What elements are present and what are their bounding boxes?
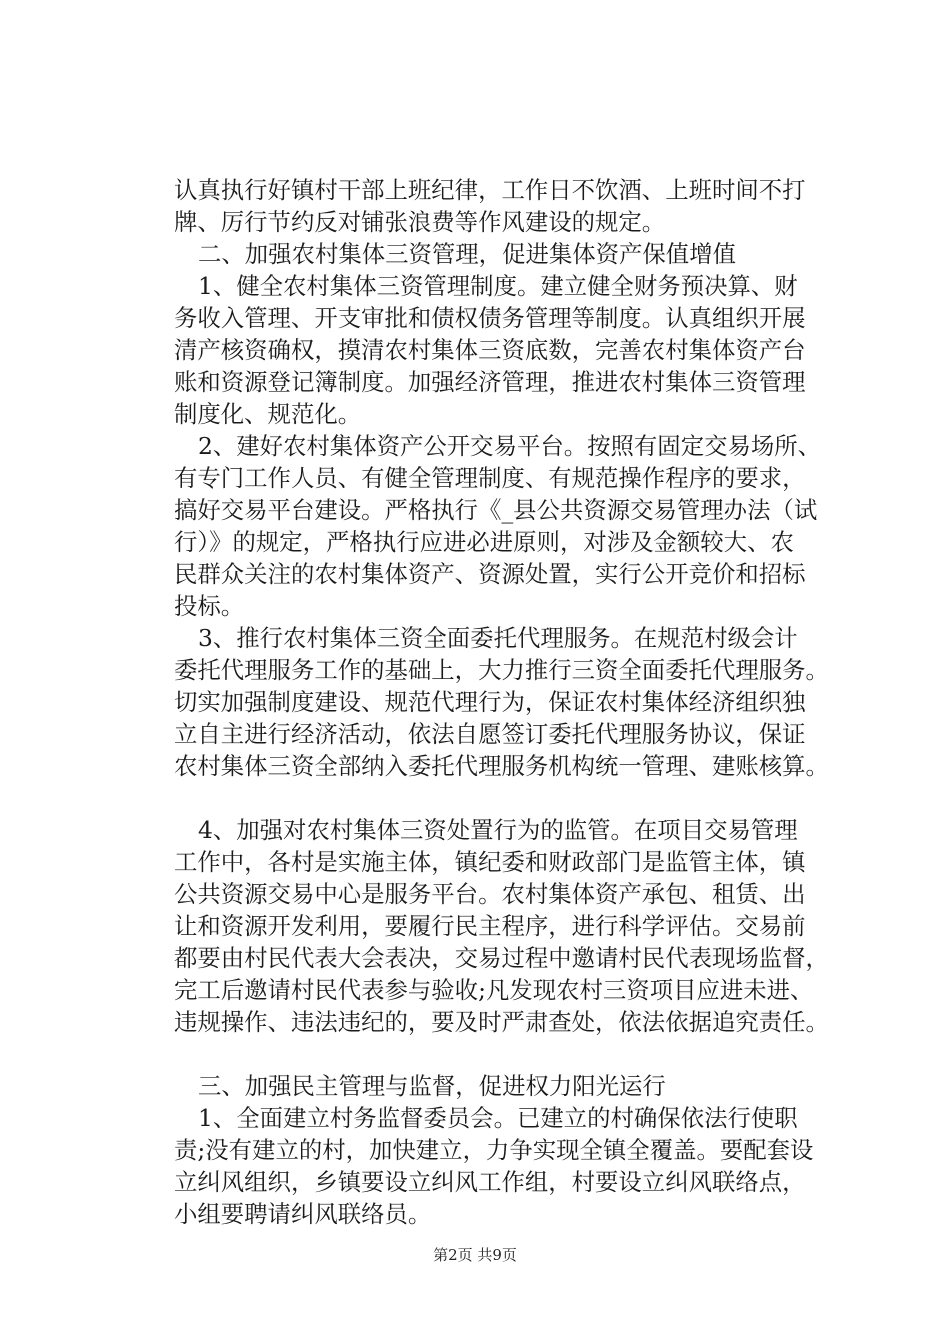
text-line: 1、健全农村集体三资管理制度。建立健全财务预决算、财: [198, 272, 798, 300]
text-line: 3、推行农村集体三资全面委托代理服务。在规范村级会计: [198, 624, 798, 652]
text-line: 立纠风组织，乡镇要设立纠风工作组，村要设立纠风联络点，: [174, 1168, 806, 1196]
text-line: 立自主进行经济活动，依法自愿签订委托代理服务协议，保证: [174, 720, 806, 748]
text-line: 牌、厉行节约反对铺张浪费等作风建设的规定。: [174, 208, 666, 236]
text-line: 认真执行好镇村干部上班纪律，工作日不饮酒、上班时间不打: [174, 176, 806, 204]
text-line: 责;没有建立的村，加快建立，力争实现全镇全覆盖。要配套设: [174, 1136, 814, 1164]
section-heading: 三、加强民主管理与监督，促进权力阳光运行: [198, 1072, 666, 1100]
text-line: 小组要聘请纠风联络员。: [174, 1200, 432, 1228]
section-heading: 二、加强农村集体三资管理，促进集体资产保值增值: [198, 240, 736, 268]
text-line: 农村集体三资全部纳入委托代理服务机构统一管理、建账核算。: [174, 752, 829, 780]
text-line: 1、全面建立村务监督委员会。已建立的村确保依法行使职: [198, 1104, 798, 1132]
text-line: 让和资源开发利用，要履行民主程序，进行科学评估。交易前: [174, 912, 806, 940]
text-line: 委托代理服务工作的基础上，大力推行三资全面委托代理服务。: [174, 656, 829, 684]
text-line: 账和资源登记簿制度。加强经济管理，推进农村集体三资管理: [174, 368, 806, 396]
page-number-footer: 第2页 共9页: [433, 1246, 517, 1264]
text-line: 投标。: [174, 592, 245, 620]
text-line: 切实加强制度建设、规范代理行为，保证农村集体经济组织独: [174, 688, 806, 716]
text-line: 都要由村民代表大会表决，交易过程中邀请村民代表现场监督，: [174, 944, 829, 972]
text-line: 公共资源交易中心是服务平台。农村集体资产承包、租赁、出: [174, 880, 806, 908]
text-line: 4、加强对农村集体三资处置行为的监管。在项目交易管理: [198, 816, 798, 844]
text-line: 制度化、规范化。: [174, 400, 362, 428]
text-line: 有专门工作人员、有健全管理制度、有规范操作程序的要求，: [174, 464, 806, 492]
text-line: 搞好交易平台建设。严格执行《_县公共资源交易管理办法（试: [174, 496, 818, 524]
text-line: 行）》的规定，严格执行应进必进原则，对涉及金额较大、农: [174, 528, 794, 556]
text-line: 务收入管理、开支审批和债权债务管理等制度。认真组织开展: [174, 304, 806, 332]
text-line: 完工后邀请村民代表参与验收;凡发现农村三资项目应进未进、: [174, 976, 814, 1004]
text-line: 违规操作、违法违纪的，要及时严肃查处，依法依据追究责任。: [174, 1008, 829, 1036]
text-line: 民群众关注的农村集体资产、资源处置，实行公开竞价和招标: [174, 560, 806, 588]
text-line: 清产核资确权，摸清农村集体三资底数，完善农村集体资产台: [174, 336, 806, 364]
text-line: 工作中，各村是实施主体，镇纪委和财政部门是监管主体，镇: [174, 848, 806, 876]
text-line: 2、建好农村集体资产公开交易平台。按照有固定交易场所、: [198, 432, 822, 460]
